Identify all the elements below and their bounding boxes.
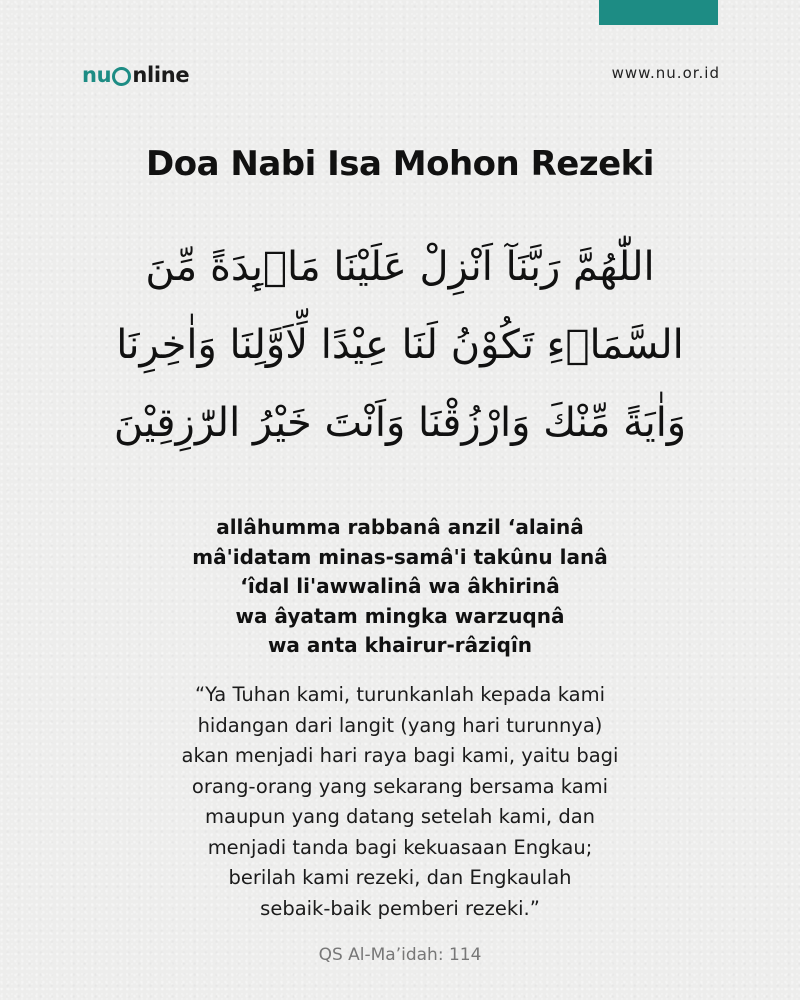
translation-line: hidangan dari langit (yang hari turunnya) bbox=[197, 713, 603, 737]
translation-line: “Ya Tuhan kami, turunkanlah kepada kami bbox=[194, 683, 606, 706]
arabic-line: وَاٰيَةً مِّنْكَ وَارْزُقْنَا وَاَنْتَ خَيْرُ الرّٰزِقِيْنَ bbox=[113, 400, 687, 446]
arabic-line: السَّمَاۤءِ تَكُوْنُ لَنَا عِيْدًا لِّاَوَّلِنَا وَاٰخِرِنَا bbox=[116, 322, 684, 368]
translation-line: sebaik-baik pemberi rezeki.” bbox=[260, 896, 540, 920]
logo-online-text: nline bbox=[132, 63, 190, 87]
translation-line: akan menjadi hari raya bagi kami, yaitu bagi bbox=[181, 744, 619, 767]
arabic-line: اللّٰهُمَّ رَبَّنَآ اَنْزِلْ عَلَيْنَا مَاۤىِٕدَةً مِّنَ bbox=[145, 244, 655, 290]
nu-online-logo bbox=[82, 62, 189, 88]
translation-line: maupun yang datang setelah kami, dan bbox=[205, 805, 595, 828]
logo-nu-text: nu bbox=[82, 63, 112, 87]
translation-line: berilah kami rezeki, dan Engkaulah bbox=[228, 866, 572, 889]
quran-source-reference: QS Al-Ma’idah: 114 bbox=[318, 945, 482, 965]
translation-block bbox=[0, 680, 800, 924]
transliteration-line: wa âyatam mingka warzuqnâ bbox=[235, 603, 565, 628]
transliteration-block bbox=[0, 513, 800, 661]
accent-bar bbox=[599, 0, 718, 25]
transliteration-line: mâ'idatam minas-samâ'i takûnu lanâ bbox=[192, 544, 608, 569]
transliteration-line: wa anta khairur-râziqîn bbox=[267, 633, 533, 657]
translation-line: orang-orang yang sekarang bersama kami bbox=[191, 774, 609, 798]
transliteration-line: allâhumma rabbanâ anzil ‘alainâ bbox=[216, 515, 584, 539]
page-title: Doa Nabi Isa Mohon Rezeki bbox=[146, 144, 654, 184]
translation-line: menjadi tanda bagi kekuasaan Engkau; bbox=[207, 835, 593, 859]
arabic-prayer-text bbox=[110, 228, 690, 462]
transliteration-line: ‘îdal li'awwalinâ wa âkhirinâ bbox=[240, 574, 560, 598]
website-url: www.nu.or.id bbox=[611, 64, 720, 82]
logo-ring-icon bbox=[112, 67, 131, 86]
